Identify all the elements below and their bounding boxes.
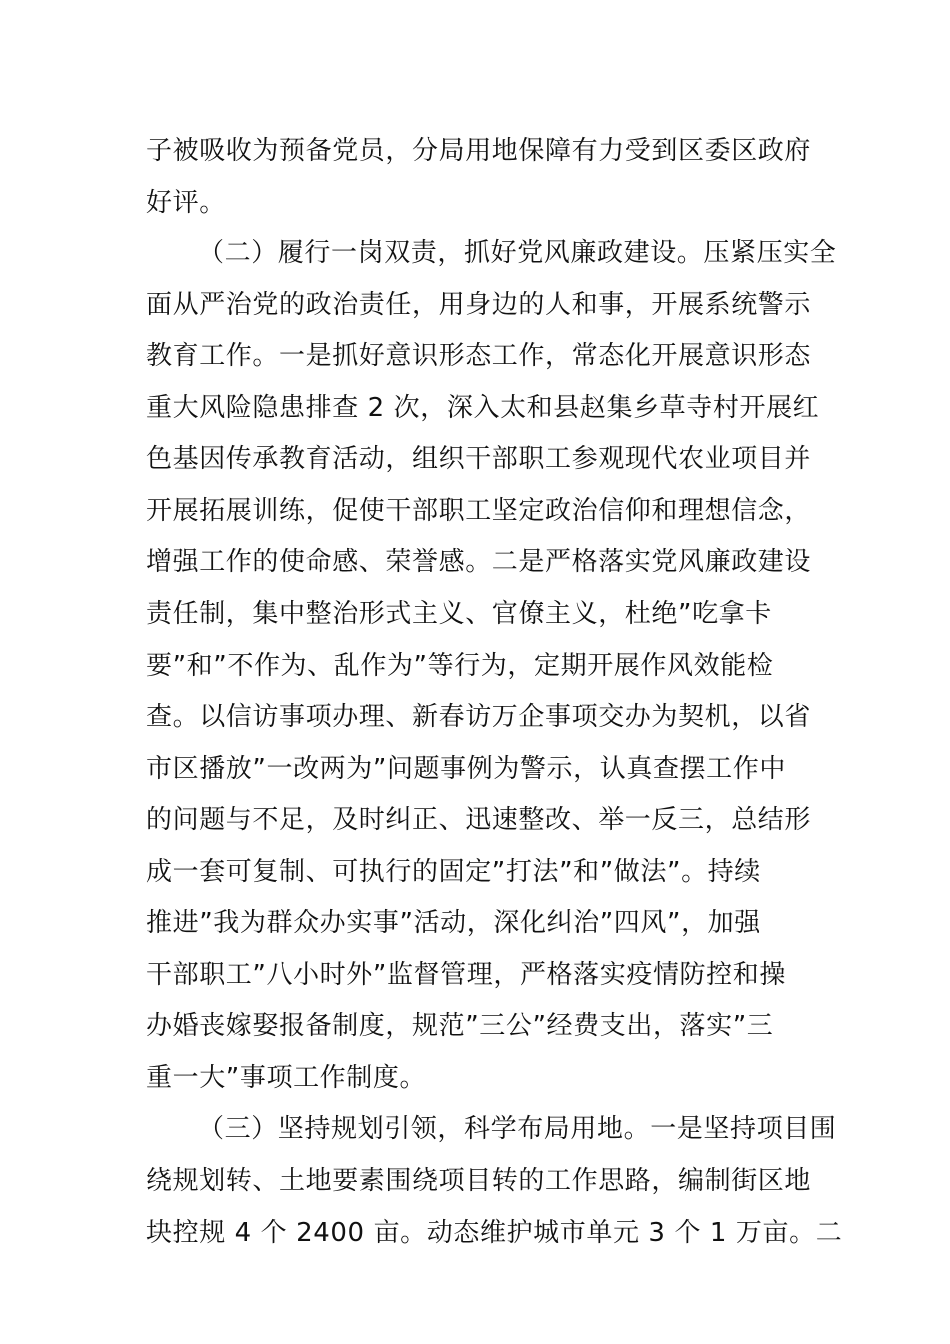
text-line: 要”和”不作为、乱作为”等行为，定期开展作风效能检 <box>146 651 774 681</box>
text-line: 责任制，集中整治形式主义、官僚主义，杜绝”吃拿卡 <box>146 599 772 629</box>
text-line: 推进”我为群众办实事”活动，深化纠治”四风”，加强 <box>146 908 761 938</box>
text-line: 干部职工”八小时外”监督管理，严格落实疫情防控和操 <box>146 960 786 990</box>
text-line: 办婚丧嫁娶报备制度，规范”三公”经费支出，落实”三 <box>146 1011 774 1041</box>
text-line: 增强工作的使命感、荣誉感。二是严格落实党风廉政建设 <box>146 547 812 577</box>
text-line: 绕规划转、土地要素围绕项目转的工作思路，编制街区地 <box>146 1166 812 1196</box>
text-line: 教育工作。一是抓好意识形态工作，常态化开展意识形态 <box>146 341 812 371</box>
text-line: 好评。 <box>146 188 226 218</box>
text-line: 市区播放”一改两为”问题事例为警示，认真查摆工作中 <box>146 754 786 784</box>
section-heading-line: （二）履行一岗双责，抓好党风廉政建设。压紧压实全 <box>198 238 837 268</box>
text-line: 重大风险隐患排查 2 次，深入太和县赵集乡草寺村开展红 <box>146 393 820 423</box>
text-line: 成一套可复制、可执行的固定”打法”和”做法”。持续 <box>146 857 761 887</box>
text-line: 查。以信访事项办理、新春访万企事项交办为契机，以省 <box>146 702 812 732</box>
text-line: 子被吸收为预备党员，分局用地保障有力受到区委区政府 <box>146 136 812 166</box>
text-line: 色基因传承教育活动，组织干部职工参观现代农业项目并 <box>146 444 812 474</box>
section-heading-line: （三）坚持规划引领，科学布局用地。一是坚持项目围 <box>198 1114 837 1144</box>
text-line: 块控规 4 个 2400 亩。动态维护城市单元 3 个 1 万亩。二 <box>146 1218 843 1248</box>
text-line: 的问题与不足，及时纠正、迅速整改、举一反三，总结形 <box>146 805 812 835</box>
text-line: 面从严治党的政治责任，用身边的人和事，开展系统警示 <box>146 290 812 320</box>
text-line: 重一大”事项工作制度。 <box>146 1063 427 1093</box>
text-line: 开展拓展训练，促使干部职工坚定政治信仰和理想信念， <box>146 496 812 526</box>
